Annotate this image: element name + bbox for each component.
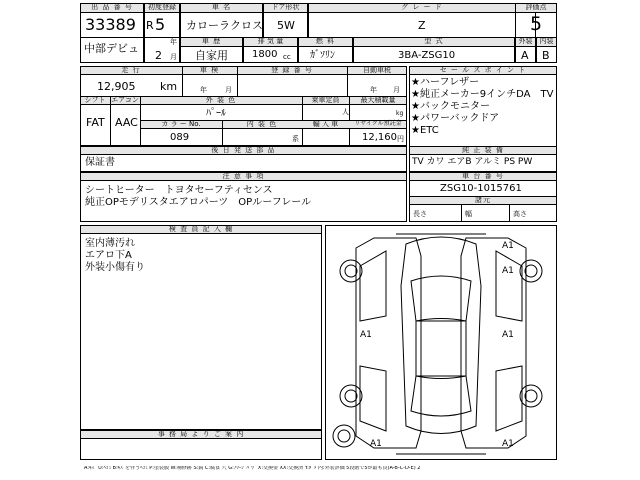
lot-no-label: 出 品 番 号 [91, 3, 133, 11]
debut: 中部デビュ [84, 42, 139, 55]
sales-points-list [411, 77, 553, 137]
era: R [146, 19, 154, 32]
notes-label: 注 意 事 項 [222, 172, 265, 180]
car-name: カローラクロス [186, 19, 263, 32]
grade: Z [418, 19, 426, 32]
displacement-label: 排 気 量 [257, 37, 284, 45]
grade-label: グ レ ー ド [401, 3, 443, 11]
int-color-unit: 系 [292, 135, 299, 143]
chassis-label: 車 台 番 号 [462, 172, 504, 180]
dim-height: 高さ [513, 210, 527, 218]
damage-mark: A1 [502, 266, 514, 276]
options-label: 純 正 装 備 [462, 146, 504, 154]
model: 3BA-ZSG10 [398, 50, 456, 61]
mileage-label: 走 行 [121, 66, 141, 74]
recycle-unit: 円 [397, 135, 404, 143]
top-body-outline [401, 237, 481, 434]
door: 5W [277, 19, 295, 32]
sales-point: ★純正メーカー9インチDA TV [411, 89, 554, 100]
displacement-unit: cc [283, 53, 291, 61]
displacement: 1800 [252, 49, 278, 60]
note-line: 純正OPモデリスタエアロパーツ OPルーフレール [85, 197, 312, 208]
office-label: 事 務 局 よ り ご 案 内 [157, 430, 245, 438]
sales-points-label: セ ー ル ス ポ イ ン ト [439, 66, 527, 74]
parts-label: 後 日 発 送 部 品 [211, 146, 276, 154]
options-value: TV カワ エアB アルミ PS PW [412, 157, 533, 167]
damage-mark: A1 [502, 330, 514, 340]
month: 2 [155, 49, 162, 62]
shaken-month: 月 [225, 86, 232, 94]
interior-label: 内装 [539, 37, 554, 45]
mileage: 12,905 [97, 80, 136, 93]
inspection-label: 検 査 員 記 入 欄 [168, 225, 234, 233]
tax-month: 月 [393, 86, 400, 94]
sales-point: ★バックモニター [411, 101, 490, 112]
roof-panel [416, 321, 466, 376]
fuel-label: 燃 料 [315, 37, 336, 45]
sales-point: ★ETC [411, 125, 439, 136]
color-label: 外 装 色 [205, 96, 237, 104]
legend-footer: A:ｷｽﾞ U:ﾍｺﾐ B:ｷｽﾞを伴うﾍｺﾐ P:塗装膜 W:補修跡 S:錆 C:腐食 穴 G:ｱﾜｰｼﾞﾊﾞｳﾞ X:交換要 XX:交換済 Y:ﾀﾞﾒ 内:外装評価 5段階で5が最も良(A-B-C-D-E) 2 [84, 466, 421, 471]
year-unit: 年 [170, 38, 177, 46]
left-window-rear [360, 366, 386, 431]
color-no-label: カ ラ ー No. [161, 120, 201, 128]
right-side-outline [461, 238, 526, 448]
first-reg-label: 初度登録 [148, 3, 176, 11]
wheel-rl [340, 385, 362, 407]
chassis-value: ZSG10-1015761 [440, 183, 522, 194]
plate-label: 登 録 番 号 [271, 66, 313, 74]
capacity-label: 乗車定員 [311, 96, 340, 104]
exterior: A [521, 49, 529, 62]
damage-mark: A1 [502, 439, 514, 449]
recycle-label: リサイクル預託金 [354, 120, 402, 127]
damage-mark: A1 [370, 439, 382, 449]
ac-label: エアコン [111, 96, 139, 104]
rear-glass [411, 376, 471, 416]
usage: 自家用 [195, 49, 228, 62]
wheel-fr [520, 260, 542, 282]
fuel: ｶﾞｿﾘﾝ [310, 50, 335, 61]
lot-no: 33389 [85, 15, 136, 34]
dim-label: 諸元 [475, 196, 491, 204]
sales-point: ★ハーフレザー [411, 77, 480, 88]
door-label: ドア形状 [271, 3, 300, 11]
right-window-front [496, 251, 522, 321]
note-line: シートヒーター トヨタセーフティセンス [85, 185, 273, 196]
dim-length: 長さ [413, 210, 427, 218]
tax-label: 自動車税 [363, 66, 391, 74]
shift-label: シフト [84, 96, 106, 104]
month-unit: 月 [170, 53, 177, 61]
score: 5 [530, 13, 543, 35]
car-diagram-svg [326, 226, 556, 459]
ac: AAC [115, 116, 138, 129]
inspection-line: 室内薄汚れ [85, 238, 135, 249]
left-side-outline [356, 238, 421, 448]
damage-mark: A1 [360, 330, 372, 340]
shaken-year: 年 [200, 86, 207, 94]
interior: B [542, 49, 550, 62]
score-label: 評価点 [525, 3, 547, 11]
wheel-fl [340, 260, 362, 282]
inspection-line: エアロ下A [85, 250, 132, 261]
body-color: ﾊﾟｰﾙ [206, 108, 226, 119]
model-label: 型 式 [424, 37, 444, 45]
shaken-label: 車 検 [199, 66, 220, 74]
load-label: 最大積載量 [360, 96, 396, 104]
specs-block [80, 66, 407, 146]
car-diagram [325, 225, 557, 460]
damage-mark: A1 [502, 241, 514, 251]
tax-year: 年 [370, 86, 377, 94]
spare-wheel [333, 425, 355, 447]
car-name-label: 車 名 [211, 3, 232, 11]
year: 5 [155, 15, 166, 34]
mileage-unit: km [160, 80, 178, 93]
color-no: 089 [170, 132, 190, 143]
capacity-unit: 人 [342, 108, 349, 116]
load-unit: kg [396, 110, 404, 117]
shift: FAT [86, 116, 105, 129]
exterior-label: 外装 [518, 37, 533, 45]
wheel-rr [520, 385, 542, 407]
inspection-line: 外装小傷有り [85, 262, 145, 273]
import-label: 輸 入 車 [312, 120, 339, 128]
usage-label: 車 歴 [201, 37, 222, 45]
windshield [411, 276, 471, 321]
int-color-label: 内 装 色 [246, 120, 278, 128]
sales-point: ★パワーバックドア [411, 113, 500, 124]
left-window-front [360, 251, 386, 321]
recycle: 12,160 [362, 132, 397, 143]
dim-width: 幅 [465, 210, 472, 218]
parts-value: 保証書 [85, 157, 115, 168]
right-window-rear [496, 366, 522, 431]
